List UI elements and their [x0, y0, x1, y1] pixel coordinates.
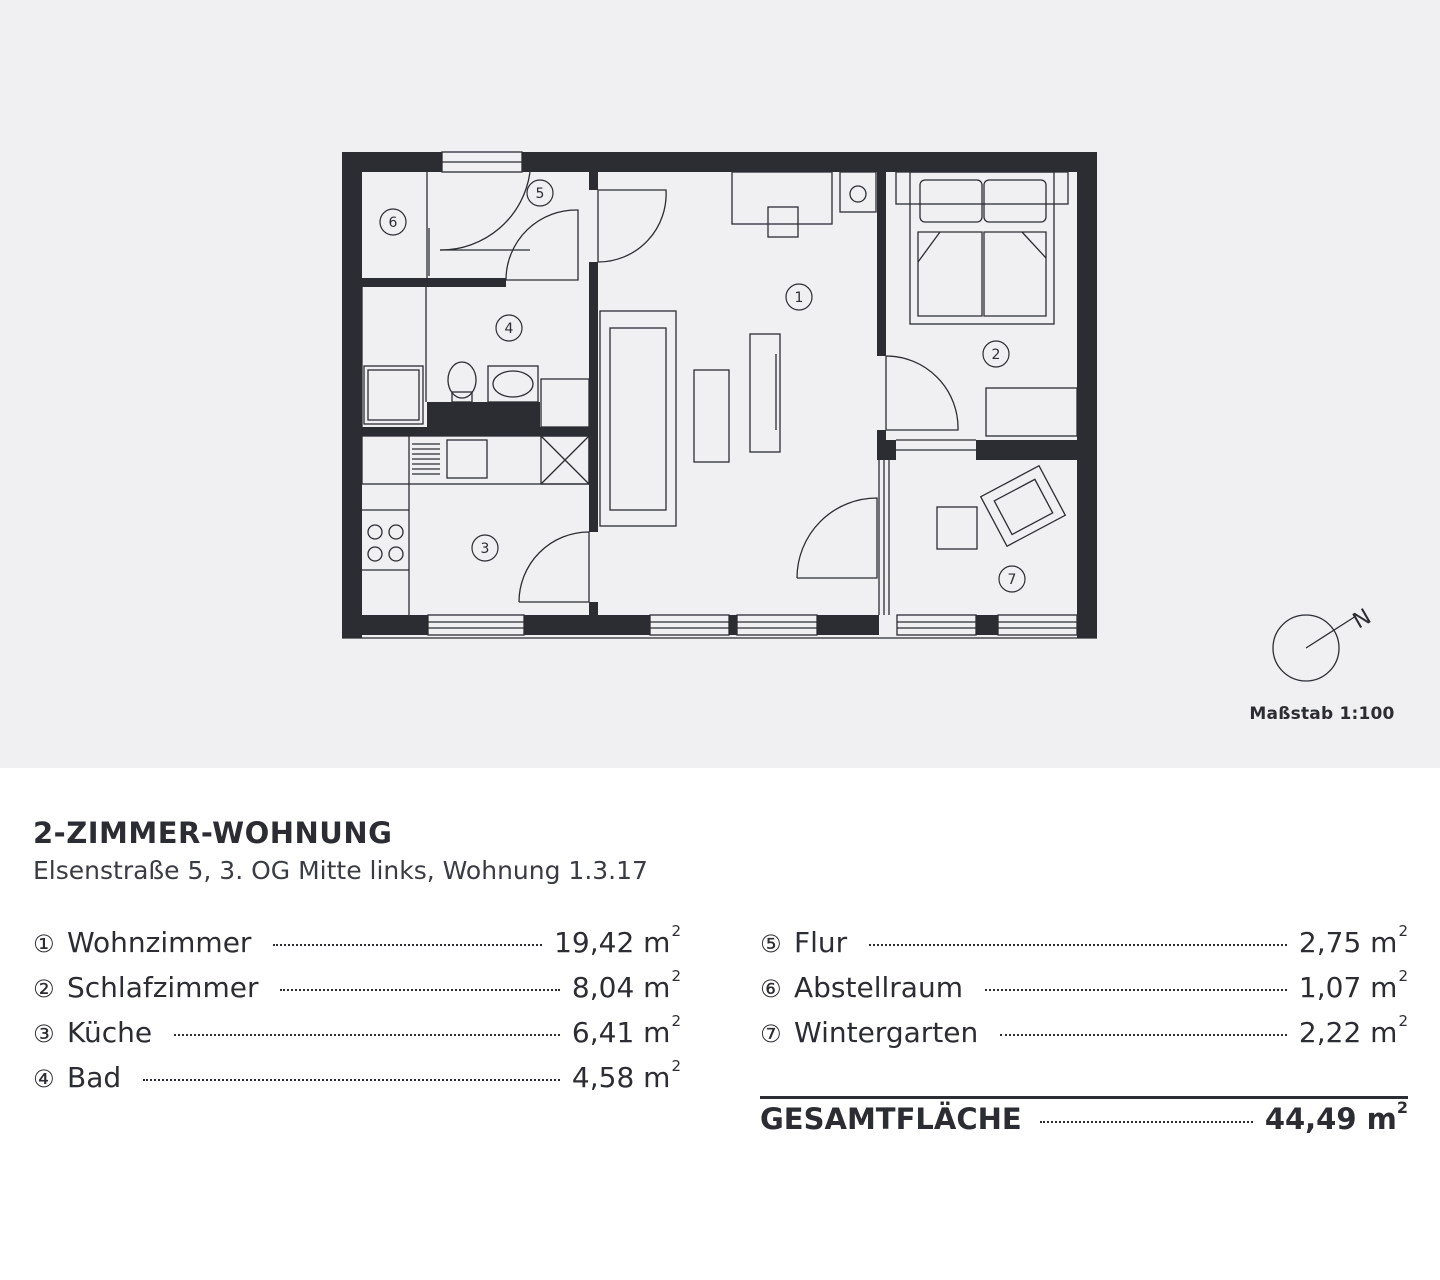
room-name: Küche: [67, 1016, 153, 1049]
outer-walls: [342, 152, 1097, 638]
apartment-title: 2-ZIMMER-WOHNUNG: [33, 816, 393, 850]
room-name: Abstellraum: [794, 971, 963, 1004]
room-area: 4,58 $m^2$: [571, 1057, 681, 1094]
room-row: [33, 1057, 681, 1106]
room-row: [760, 1012, 1408, 1061]
north-label: N: [1348, 604, 1376, 635]
leader-dots: [273, 944, 542, 946]
room-area: 19,42 $m^2$: [554, 922, 681, 959]
scale-label: Maßstab 1:100: [1249, 704, 1395, 724]
total-divider: [760, 1096, 1408, 1099]
leader-dots: [1000, 1034, 1287, 1036]
room-markers: [380, 180, 1025, 592]
room-number: ②: [33, 975, 55, 1003]
room-marker-label-2: 2: [991, 347, 1001, 363]
room-row: [33, 967, 681, 1016]
room-number: ⑤: [760, 930, 782, 958]
room-area: 2,22 $m^2$: [1298, 1012, 1408, 1049]
room-area: 8,04 $m^2$: [571, 967, 681, 1004]
leader-dots: [174, 1034, 560, 1036]
room-row: [33, 922, 681, 971]
leader-dots: [143, 1079, 560, 1081]
room-number: ③: [33, 1020, 55, 1048]
leader-dots: [869, 944, 1287, 946]
room-number: ⑥: [760, 975, 782, 1003]
room-area: 6,41 $m^2$: [571, 1012, 681, 1049]
room-list-left: [33, 922, 681, 1106]
total-row: [760, 1098, 1408, 1147]
room-marker-label-4: 4: [504, 321, 514, 337]
room-number: ④: [33, 1065, 55, 1093]
room-marker-label-3: 3: [480, 541, 490, 557]
total-label: GESAMTFLÄCHE: [760, 1102, 1022, 1136]
room-row: [760, 922, 1408, 971]
leader-dots: [985, 989, 1287, 991]
wintergarten-furniture: [937, 466, 1065, 549]
room-row: [33, 1012, 681, 1061]
room-number: ①: [33, 930, 55, 958]
room-area: 2,75 $m^2$: [1298, 922, 1408, 959]
room-marker-label-6: 6: [388, 215, 398, 231]
room-area: 1,07 $m^2$: [1298, 967, 1408, 1004]
apartment-address: Elsenstraße 5, 3. OG Mitte links, Wohnung 1.3.17: [33, 856, 648, 885]
windows: [342, 152, 1097, 638]
room-list-right: [760, 922, 1408, 1061]
north-arrow-icon: [1273, 615, 1356, 681]
leader-dots: [280, 989, 559, 991]
room-name: Flur: [794, 926, 848, 959]
kitchen-fixtures: [362, 436, 589, 615]
room-row: [760, 967, 1408, 1016]
room-marker-label-1: 1: [794, 290, 804, 306]
room-name: Bad: [67, 1061, 122, 1094]
room-marker-label-5: 5: [535, 186, 545, 202]
room-name: Schlafzimmer: [67, 971, 259, 1004]
room-name: Wohnzimmer: [67, 926, 252, 959]
room-name: Wintergarten: [794, 1016, 979, 1049]
bedroom-furniture: [896, 172, 1077, 436]
living-furniture: [600, 172, 876, 526]
total-area: 44,49 $m^2$: [1264, 1098, 1408, 1136]
room-marker-label-7: 7: [1007, 572, 1017, 588]
room-number: ⑦: [760, 1020, 782, 1048]
leader-dots: [1040, 1121, 1253, 1123]
